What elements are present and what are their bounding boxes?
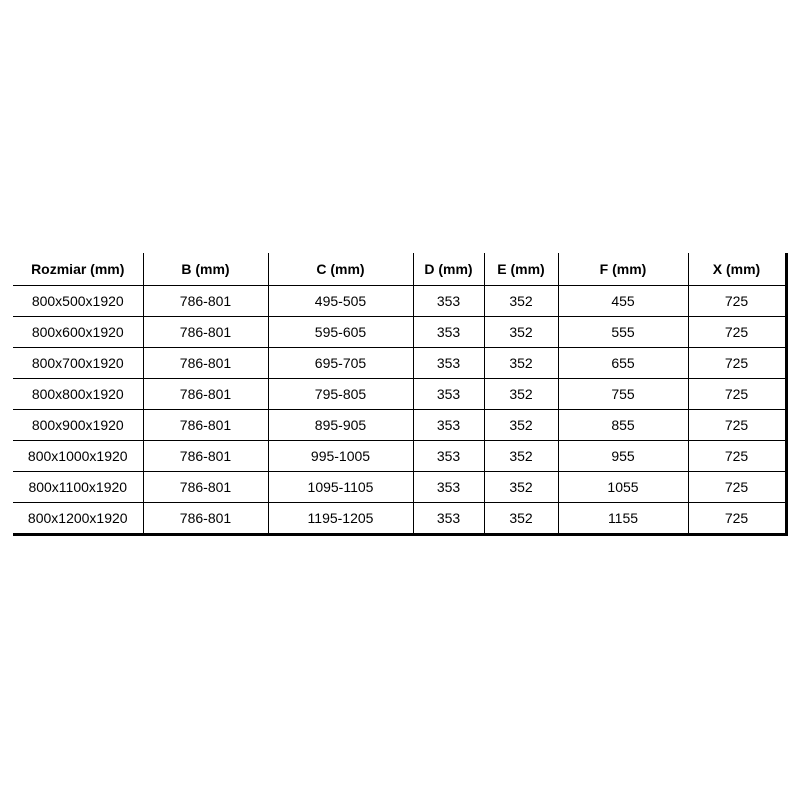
table-cell: 725 <box>688 472 786 503</box>
column-header-x: X (mm) <box>688 253 786 286</box>
table-header-row <box>13 253 786 286</box>
table-cell: 725 <box>688 441 786 472</box>
table-cell: 800x1100x1920 <box>13 472 143 503</box>
table-cell: 725 <box>688 348 786 379</box>
table-cell: 725 <box>688 410 786 441</box>
table-cell: 352 <box>484 317 558 348</box>
table-cell: 725 <box>724 510 749 526</box>
table-cell: 353 <box>413 286 484 317</box>
table-row <box>13 503 786 535</box>
table-cell: 655 <box>558 348 688 379</box>
table-cell: 855 <box>558 410 688 441</box>
table-body <box>13 286 786 535</box>
table-cell: 786-801 <box>143 410 268 441</box>
table-row <box>13 410 786 441</box>
table-cell: 795-805 <box>268 379 413 410</box>
table-cell: 725 <box>688 317 786 348</box>
table-cell: 353 <box>413 410 484 441</box>
table-cell: 1055 <box>558 472 688 503</box>
table-cell: 800x1000x1920 <box>13 441 143 472</box>
table-cell: 786-801 <box>143 379 268 410</box>
table-cell: 800x500x1920 <box>13 286 143 317</box>
table-row <box>13 441 786 472</box>
table-cell: 495-505 <box>268 286 413 317</box>
table-cell: 725 <box>688 379 786 410</box>
table-cell: 1095-1105 <box>268 472 413 503</box>
table-cell: 786-801 <box>143 286 268 317</box>
table-cell: 800x600x1920 <box>13 317 143 348</box>
column-header-c: C (mm) <box>268 253 413 286</box>
table-cell: 353 <box>413 472 484 503</box>
table-cell: 800x800x1920 <box>13 379 143 410</box>
table-cell: 786-801 <box>143 441 268 472</box>
table-cell: 555 <box>558 317 688 348</box>
table-cell: 352 <box>484 379 558 410</box>
table-cell: 1155 <box>558 503 688 535</box>
table-cell: 695-705 <box>268 348 413 379</box>
table-cell: 786-801 <box>143 317 268 348</box>
table-cell: 786-801 <box>143 348 268 379</box>
table-cell: 353 <box>413 379 484 410</box>
table-cell: 800x700x1920 <box>13 348 143 379</box>
table-cell: 352 <box>484 503 558 535</box>
table-cell: 353 <box>413 317 484 348</box>
table-row <box>13 286 786 317</box>
column-header-rozmiar: Rozmiar (mm) <box>13 253 143 286</box>
table-cell: 955 <box>558 441 688 472</box>
table-cell: 755 <box>558 379 688 410</box>
column-header-e: E (mm) <box>484 253 558 286</box>
table-cell: 352 <box>484 348 558 379</box>
table-row <box>13 317 786 348</box>
table-cell: 455 <box>558 286 688 317</box>
column-header-f: F (mm) <box>558 253 688 286</box>
table-cell: 352 <box>484 441 558 472</box>
table-row <box>13 348 786 379</box>
column-header-b: B (mm) <box>143 253 268 286</box>
table-cell: 800x900x1920 <box>13 410 143 441</box>
table-cell: 595-605 <box>268 317 413 348</box>
table-cell: 995-1005 <box>268 441 413 472</box>
table-row <box>13 472 786 503</box>
table-cell: 786-801 <box>143 503 268 535</box>
table-cell: 353 <box>413 348 484 379</box>
size-table-container <box>13 253 788 536</box>
table-cell: 353 <box>413 503 484 535</box>
table-cell: 352 <box>484 286 558 317</box>
table-cell: 895-905 <box>268 410 413 441</box>
table-cell: 352 <box>484 472 558 503</box>
table-cell: 725 <box>688 286 786 317</box>
table-cell: 786-801 <box>143 472 268 503</box>
column-header-d: D (mm) <box>413 253 484 286</box>
table-cell: 352 <box>484 410 558 441</box>
table-row <box>13 379 786 410</box>
table-cell: 353 <box>413 441 484 472</box>
table-cell: 800x1200x1920 <box>13 503 143 535</box>
size-table <box>13 253 788 536</box>
table-cell: 1195-1205 <box>268 503 413 535</box>
